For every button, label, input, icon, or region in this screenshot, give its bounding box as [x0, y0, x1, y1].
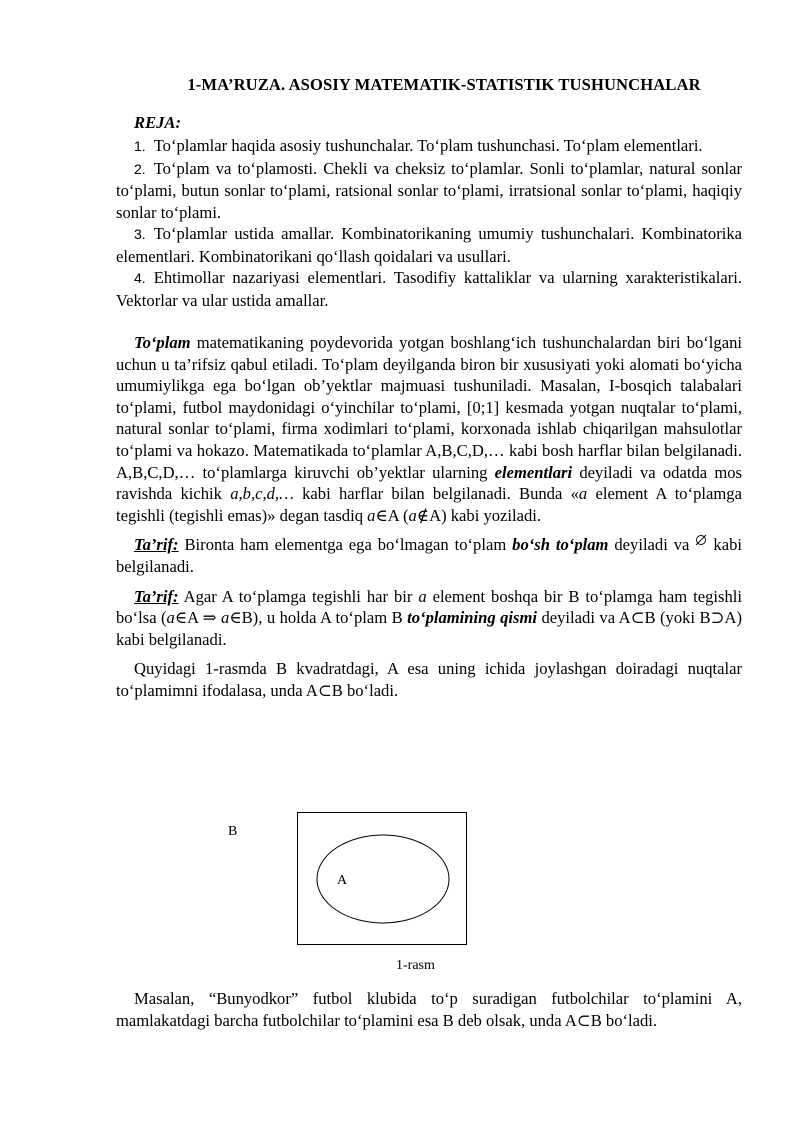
text: ∈A (	[375, 505, 409, 525]
math-letters: a,b,c,d,…	[230, 484, 294, 504]
text: deyiladi va odatda mos ravishda kichik	[116, 462, 743, 504]
plan-item-number: 3.	[134, 226, 146, 242]
plan-item	[116, 135, 742, 158]
text: Agar A to‘plamga tegishli har bir	[178, 586, 419, 606]
math-a: a	[408, 505, 417, 525]
plan-item-number: 2.	[134, 160, 146, 177]
math-a: a	[221, 608, 230, 628]
plan-item	[116, 223, 742, 267]
term-subset: to‘plamining qismi	[407, 608, 538, 628]
math-a: a	[418, 586, 427, 606]
term-toplam: To‘plam	[134, 333, 191, 352]
term-empty-set: bo‘sh to‘plam	[512, 535, 609, 555]
paragraph-example: Masalan, “Bunyodkor” futbol klubida to‘p suradigan futbolchilar to‘plamini A, mamlakatdagi barcha futbolchilar to‘plamini esa B deb olsak, unda A⊂B bo‘ladi.	[116, 989, 742, 1030]
math-a: a	[367, 505, 376, 525]
set-b-square	[298, 813, 467, 945]
text: element A to‘plamga tegishli (tegishli emas)» degan tasdiq	[116, 484, 742, 525]
text: deyiladi va	[608, 535, 690, 555]
page-title: 1-MA’RUZA. ASOSIY MATEMATIK-STATISTIK TUSHUNCHALAR	[187, 75, 701, 94]
plan-item-text: Ehtimollar nazariyasi elementlari. Tasodifiy kattaliklar va ularning xarakteristikalari. Vektorlar va ular ustida amallar.	[116, 268, 742, 310]
plan-item-text: To‘plam va to‘plamosti. Chekli va cheksiz to‘plamlar. Sonli to‘plamlar, natural sonlar to‘plami, butun sonlar to‘plami, ratsional sonlar to‘plami, irratsional sonlar to‘plami, haqiqiy sonlar to‘plami.	[116, 158, 742, 222]
text: matematikaning poydevorida yotgan boshlang‘ich tushunchalardan biri bo‘lgani uchun u ta’rifsiz qabul etiladi. To‘plam deyilganda biron bir xususiyati yoki alomati bo‘yicha umumiylikga ega bo‘lgan ob’yektlar majmuasi tushuniladi. Masalan, I-bosqich talabalari to‘plami, futbol maydonidagi o‘yinchilar to‘plami,	[116, 333, 742, 417]
plan-item-number: 1.	[134, 138, 146, 154]
text: kabi harflar bilan belgilanadi. Bunda «	[293, 484, 579, 504]
text: Bironta ham elementga ega bo‘lmagan to‘plam	[178, 535, 513, 555]
empty-set-icon	[695, 534, 707, 546]
text: ∈A ⇒	[174, 608, 222, 628]
text: kabi belgilanadi.	[116, 535, 742, 576]
paragraph-subset-definition	[116, 586, 742, 651]
interval: [0;1]	[466, 397, 500, 417]
math-a: a	[166, 608, 175, 628]
paragraph-empty-set-definition	[116, 534, 742, 577]
document-body-bottom	[116, 988, 742, 1031]
term-elementlari: elementlari	[494, 462, 573, 482]
plan-item-number: 4.	[134, 270, 146, 286]
plan-item-text: To‘plamlar haqida asosiy tushunchalar. To‘plam tushunchasi. To‘plam elementlari.	[153, 136, 703, 155]
text: ∈B), u holda A to‘plam B	[229, 608, 408, 628]
paragraph-figure-intro: Quyidagi 1-rasmda B kvadratdagi, A esa uning ichida joylashgan doiradagi nuqtalar to‘plamimni ifodalasa, unda A⊂B bo‘ladi.	[116, 659, 742, 700]
text: kesmada yotgan nuqtalar to‘plami, natural sonlar to‘plami, firma xodimlari to‘plami, korxonada ishlab chiqarilgan mahsulotlar to‘plami va hokazo. Matematikada to‘plamlar A,B,C,D,… kabi bosh harflar bilan belgilanadi. A,B,C,D,… to‘plamlarga kiruvchi ob’yektlar ularning	[116, 397, 742, 482]
text: element boshqa bir B to‘plamga ham tegishli bo‘lsa (	[116, 586, 742, 628]
figure-caption: 1-rasm	[396, 958, 435, 973]
document-body	[116, 75, 742, 702]
plan-item	[116, 267, 742, 311]
set-a-ellipse	[317, 835, 449, 923]
text: deyiladi va A⊂B (yoki B⊃A) kabi belgilanadi.	[116, 608, 742, 649]
set-a-label: A	[337, 873, 348, 888]
math-a: a	[578, 484, 588, 504]
plan-item-text: To‘plamlar ustida amallar. Kombinatorikaning umumiy tushunchalari. Kombinatorika elementlari. Kombinatorikani qo‘llash qoidalari va usullari.	[116, 224, 742, 266]
text: ∉A) kabi yoziladi.	[416, 505, 542, 525]
paragraph-set-definition	[116, 332, 742, 526]
plan-heading: REJA:	[134, 113, 182, 132]
definition-label: Ta’rif:	[134, 586, 179, 606]
set-b-label: B	[228, 824, 238, 839]
definition-label: Ta’rif:	[134, 535, 179, 555]
plan-item	[116, 158, 742, 224]
